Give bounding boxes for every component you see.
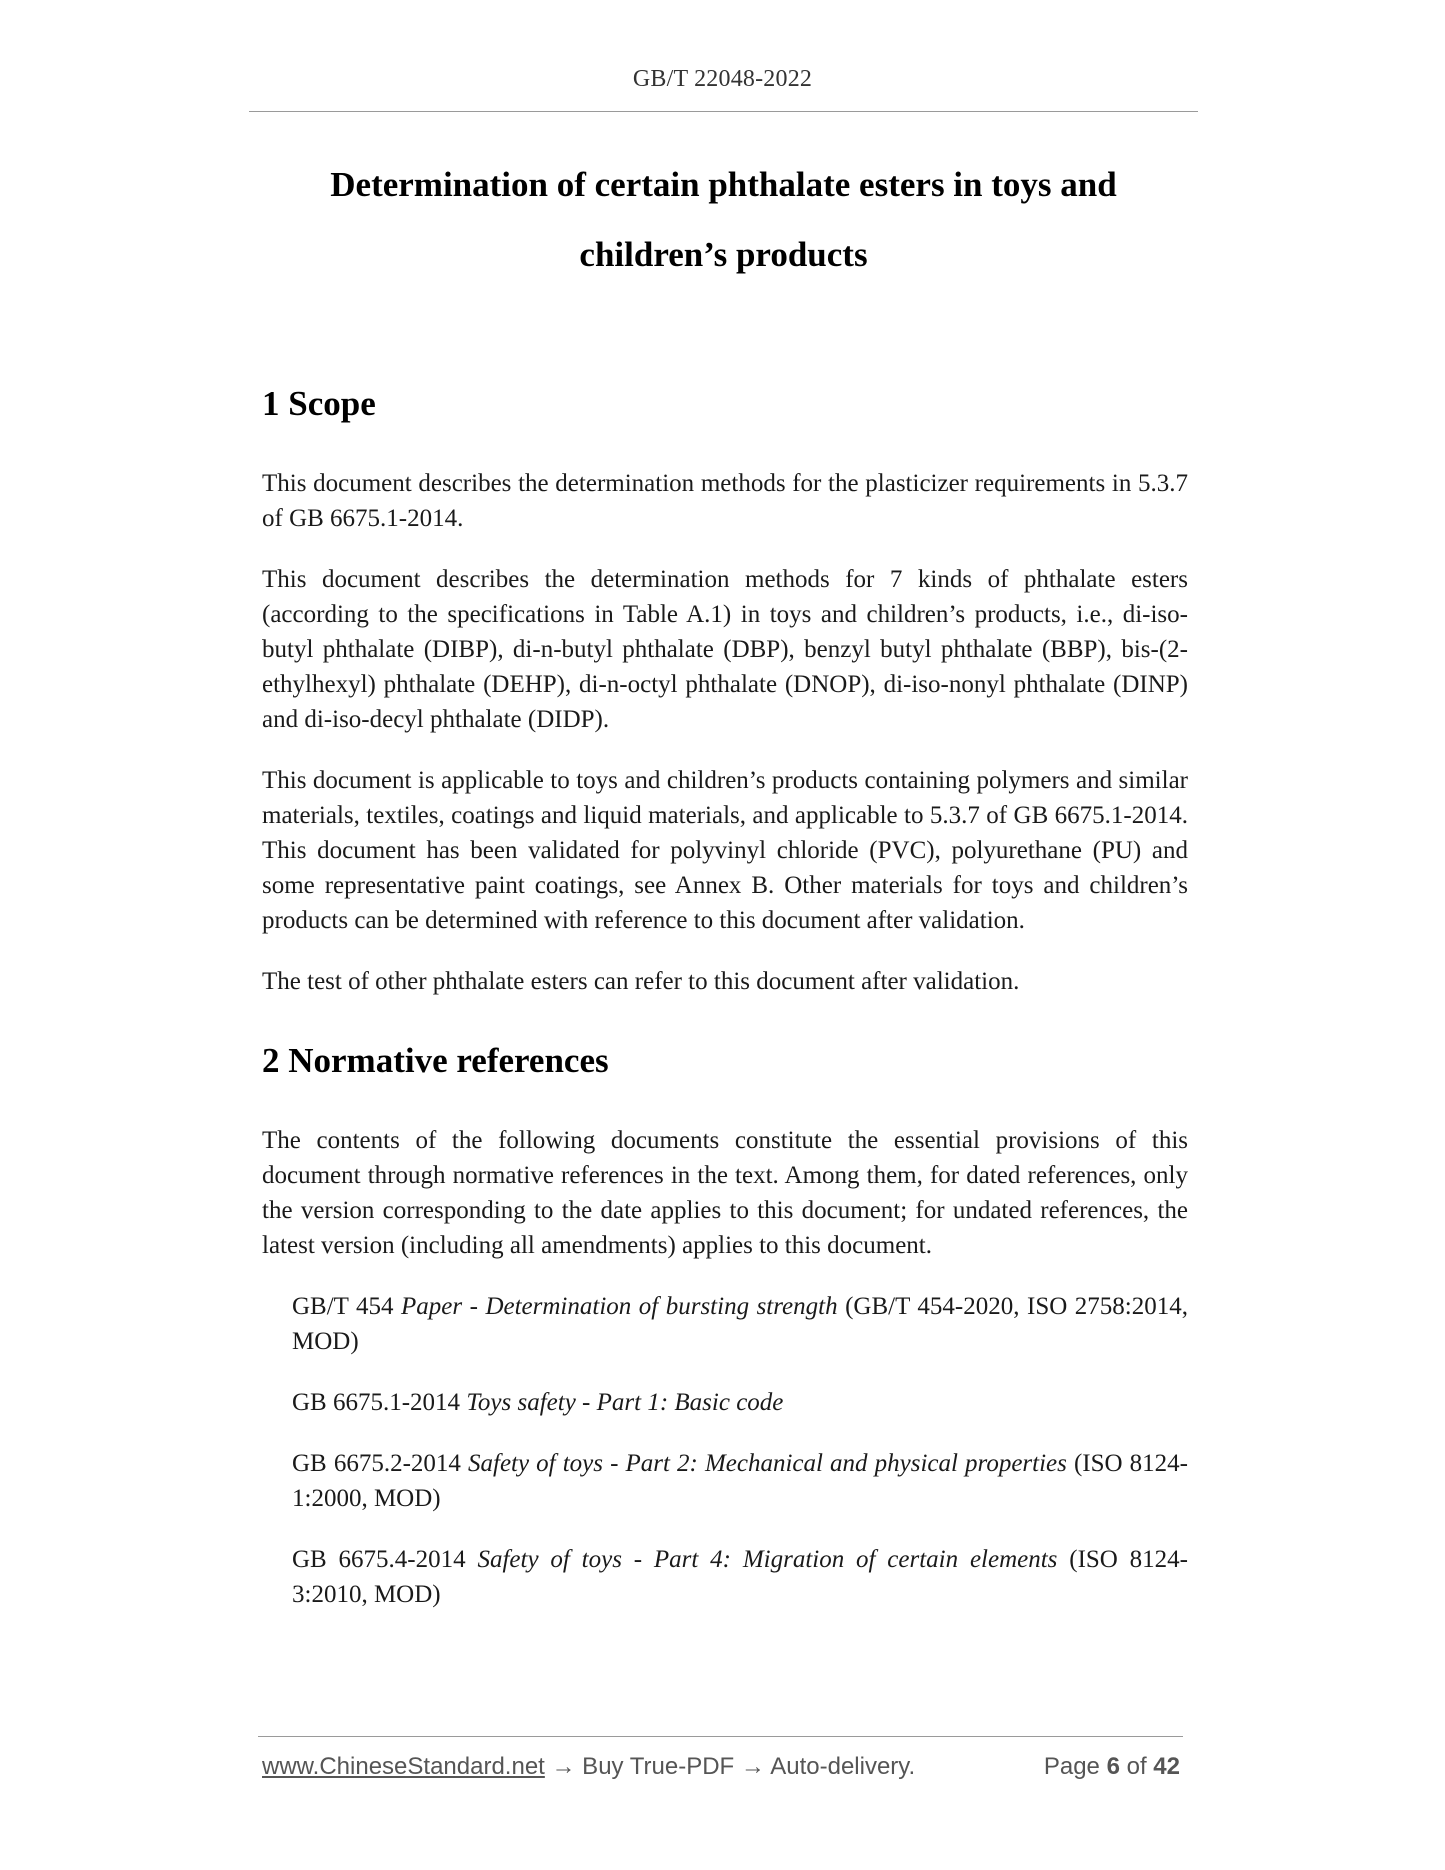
reference-item [292, 1542, 1188, 1612]
section-heading-scope: 1 Scope [262, 384, 376, 423]
footer-divider [258, 1736, 1183, 1737]
website-link[interactable]: www.ChineseStandard.net [262, 1753, 545, 1780]
reference-title: Paper - Determination of bursting strength [401, 1293, 838, 1320]
section-heading-normative-references: 2 Normative references [262, 1041, 609, 1080]
document-title-line-1: Determination of certain phthalate esters in toys and [330, 165, 1117, 204]
reference-code: GB 6675.2-2014 [292, 1450, 461, 1477]
running-header: GB/T 22048-2022 [632, 66, 813, 92]
page-of-label: of [1126, 1753, 1147, 1780]
reference-note: (ISO 8124-1:2000, MOD) [292, 1450, 1189, 1512]
header-divider [249, 111, 1198, 112]
reference-note: (GB/T 454-2020, ISO 2758:2014, MOD) [292, 1293, 1188, 1355]
document-title [260, 150, 1187, 290]
page-footer [262, 1753, 1182, 1787]
page-current: 6 [1106, 1753, 1120, 1780]
footer-promo [262, 1753, 915, 1781]
reference-code: GB/T 454 [292, 1293, 394, 1320]
reference-code: GB 6675.4-2014 [292, 1546, 466, 1573]
reference-title: Toys safety - Part 1: Basic code [466, 1389, 784, 1416]
reference-note: (ISO 8124-3:2010, MOD) [292, 1546, 1189, 1608]
page-indicator [1044, 1753, 1180, 1781]
reference-code: GB 6675.1-2014 [292, 1389, 461, 1416]
document-body [262, 378, 1188, 1638]
reference-item [292, 1385, 1188, 1420]
normative-intro-paragraph: The contents of the following documents constitute the essential provisions of this document through normative references in the text. Among them, for dated references, only the version corresponding to the date applies to this document; for undated references, the latest version (including all amendments) applies to this document. [262, 1127, 1188, 1259]
scope-paragraph: This document describes the determination methods for the plasticizer requirements in 5.3.7 of GB 6675.1-2014. [262, 470, 1188, 532]
reference-item [292, 1289, 1188, 1359]
scope-paragraph: This document is applicable to toys and children’s products containing polymers and similar materials, textiles, coatings and liquid materials, and applicable to 5.3.7 of GB 6675.1-2014. This document has been validated for polyvinyl chloride (PVC), polyurethane (PU) and some representative paint coatings, see Annex B. Other materials for toys and children’s products can be determined with reference to this document after validation. [262, 767, 1188, 934]
reference-title: Safety of toys - Part 2: Mechanical and physical properties [468, 1450, 1067, 1477]
document-title-line-2: children’s products [579, 235, 868, 274]
reference-list [292, 1289, 1188, 1612]
footer-tagline: → Buy True-PDF → Auto-delivery. [544, 1753, 916, 1780]
scope-paragraph: This document describes the determination methods for 7 kinds of phthalate esters (according to the specifications in Table A.1) in toys and children’s products, i.e., di-iso-butyl phthalate (DIBP), di-n-butyl phthalate (DBP), benzyl butyl phthalate (BBP), bis-(2-ethylhexyl) phthalate (DEHP), di-n-octyl phthalate (DNOP), di-iso-nonyl phthalate (DINP) and di-iso-decyl phthalate (DIDP). [262, 566, 1188, 733]
page-label: Page [1043, 1753, 1100, 1780]
reference-title: Safety of toys - Part 4: Migration of certain elements [477, 1546, 1058, 1573]
reference-item [292, 1446, 1188, 1516]
page-total: 42 [1153, 1753, 1180, 1780]
scope-paragraph: The test of other phthalate esters can refer to this document after validation. [262, 968, 1020, 995]
